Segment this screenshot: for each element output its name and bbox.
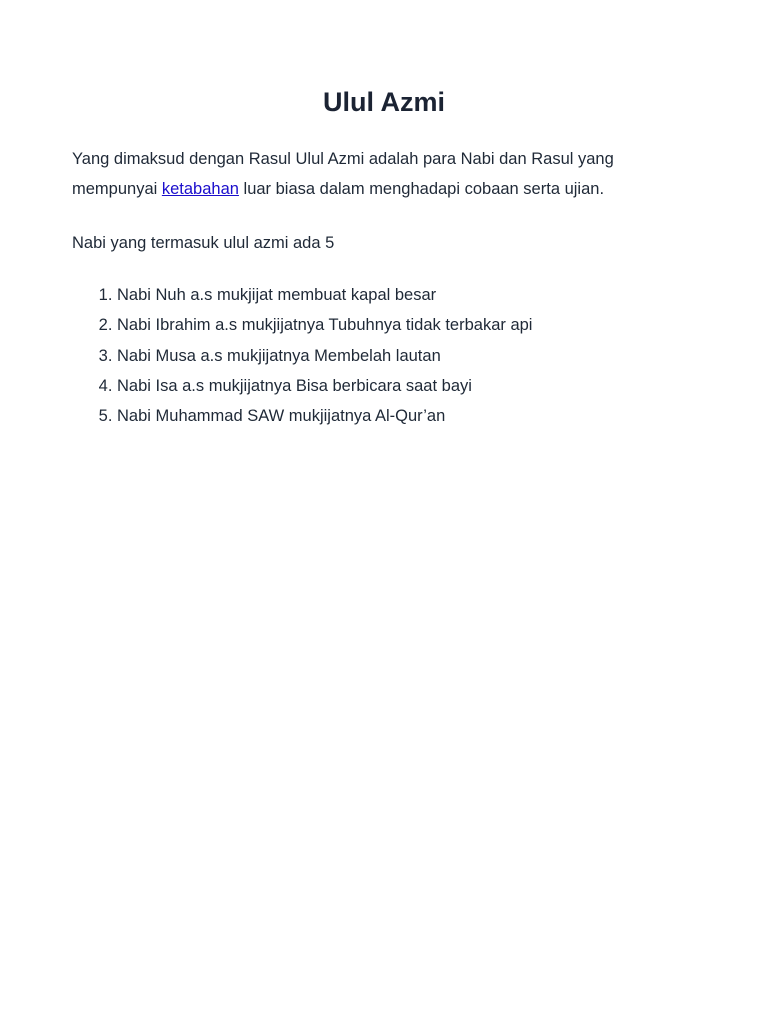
- list-item: 1. Nabi Nuh a.s mukjijat membuat kapal besar: [117, 280, 696, 310]
- intro-paragraph: [72, 144, 696, 204]
- page-title: Ulul Azmi: [322, 87, 445, 117]
- list-item: 4. Nabi Isa a.s mukjijatnya Bisa berbicara saat bayi: [117, 371, 696, 401]
- ketabahan-link[interactable]: ketabahan: [161, 180, 239, 198]
- list-item: 2. Nabi Ibrahim a.s mukjijatnya Tubuhnya tidak terbakar api: [117, 310, 696, 340]
- list-item: 3. Nabi Musa a.s mukjijatnya Membelah lautan: [117, 341, 696, 371]
- intro-text-after-link: luar biasa dalam menghadapi cobaan serta ujian.: [238, 180, 605, 198]
- list-item: 5. Nabi Muhammad SAW mukjijatnya Al-Qur’an: [117, 401, 696, 431]
- list-intro-text: Nabi yang termasuk ulul azmi ada 5: [72, 234, 335, 252]
- ulul-azmi-list: [72, 280, 696, 431]
- intro-text-before-link: Yang dimaksud dengan Rasul Ulul Azmi adalah para Nabi dan Rasul yang mempunyai: [72, 150, 614, 198]
